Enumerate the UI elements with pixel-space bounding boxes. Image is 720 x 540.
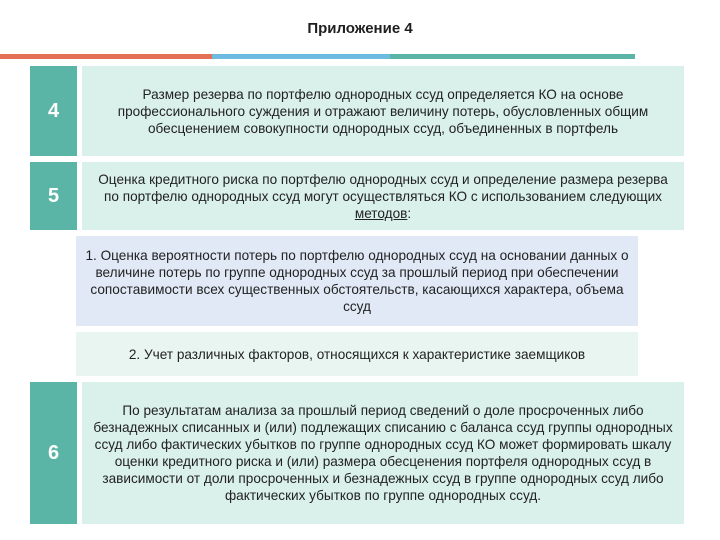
stripe-red <box>0 54 212 59</box>
row-text-4 <box>82 66 684 156</box>
row-text-6 <box>82 382 684 524</box>
stripe-teal <box>390 54 635 59</box>
row-text-6-content: По результатам анализа за прошлый период сведений о доле просроченных либо безнадежных списанных и (или) подлежащих списанию с баланса ссуд группы однородных ссуд либо фактических убытков по группе однородных ссуд КО может формировать шкалу оценки кредитного риска и (или) размера обесценения портфеля однородных ссуд в зависимости от доли просроченных и безнадежных ссуд в группе однородных ссуд либо фактических убытков по группе однородных ссуд. <box>93 403 673 503</box>
method-2-text: 2. Учет различных факторов, относящихся к характеристике заемщиков <box>128 346 586 362</box>
page-title: Приложение 4 <box>307 20 413 37</box>
row-number-5: 5 <box>30 162 77 230</box>
row-text-5-content <box>90 171 676 222</box>
method-1-box <box>76 236 638 326</box>
row-text-5-before: Оценка кредитного риска по портфелю однородных ссуд и определение размера резерва по портфелю однородных ссуд могут осуществляться КО с использованием следующих <box>98 171 668 204</box>
row-number-4: 4 <box>30 66 77 156</box>
row-text-5-after: : <box>407 205 412 221</box>
stripe-blue <box>212 54 390 59</box>
row-text-4-content: Размер резерва по портфелю однородных ссуд определяется КО на основе профессионального суждения и отражают величину потерь, обусловленных общим обесценением совокупности однородных ссуд, объединенных в портфель <box>117 86 649 136</box>
method-1-text: 1. Оценка вероятности потерь по портфелю однородных ссуд на основании данных о величине потерь по группе однородных ссуд за прошлый период при обеспечении сопоставимости всех существенных обстоятельств, касающихся характера, объема ссуд <box>85 248 629 314</box>
method-2-box <box>76 332 638 376</box>
row-text-5 <box>82 162 684 230</box>
methods-word: методов <box>354 205 408 221</box>
row-number-6: 6 <box>30 382 77 524</box>
